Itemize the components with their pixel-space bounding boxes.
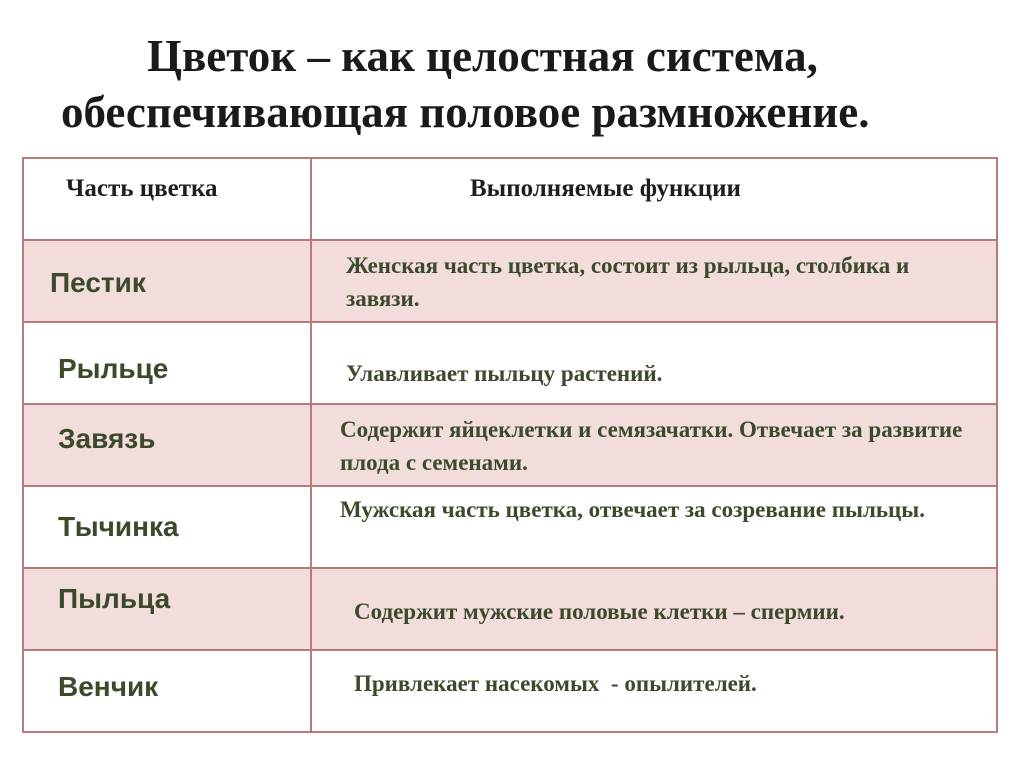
header-cell-part xyxy=(23,158,311,240)
part-cell xyxy=(23,404,311,486)
part-cell xyxy=(23,322,311,404)
flower-parts-table xyxy=(22,157,998,733)
function-text: Содержит яйцеклетки и семязачатки. Отвечает за развитие плода с семенами. xyxy=(340,417,963,475)
table-row xyxy=(23,486,997,568)
function-cell xyxy=(311,650,997,732)
header-cell-function xyxy=(311,158,997,240)
title-line-2: обеспечивающая половое размножение. xyxy=(61,87,870,137)
function-text: Содержит мужские половые клетки – спермии. xyxy=(354,599,845,624)
part-name: Венчик xyxy=(58,671,159,702)
function-cell xyxy=(311,568,997,650)
part-name: Пестик xyxy=(50,267,146,298)
title-line-1: Цветок – как целостная система, xyxy=(147,31,818,81)
part-name: Рыльце xyxy=(58,353,169,384)
table-row xyxy=(23,404,997,486)
table-row xyxy=(23,240,997,322)
part-name: Завязь xyxy=(58,423,156,454)
header-function-label: Выполняемые функции xyxy=(470,175,741,202)
function-text: Женская часть цветка, состоит из рыльца, столбика и завязи. xyxy=(346,253,910,311)
function-text: Привлекает насекомых - опылителей. xyxy=(354,671,757,696)
function-text: Улавливает пыльцу растений. xyxy=(346,361,663,386)
part-name: Тычинка xyxy=(58,511,179,542)
function-cell xyxy=(311,322,997,404)
header-part-label: Часть цветка xyxy=(66,175,218,202)
part-cell xyxy=(23,486,311,568)
table-header-row xyxy=(23,158,997,240)
table-row xyxy=(23,650,997,732)
function-cell xyxy=(311,486,997,568)
table-row xyxy=(23,322,997,404)
part-cell xyxy=(23,240,311,322)
part-name: Пыльца xyxy=(58,583,171,614)
part-cell xyxy=(23,568,311,650)
function-text: Мужская часть цветка, отвечает за созревание пыльцы. xyxy=(340,497,925,522)
table-row xyxy=(23,568,997,650)
function-cell xyxy=(311,404,997,486)
function-cell xyxy=(311,240,997,322)
part-cell xyxy=(23,650,311,732)
